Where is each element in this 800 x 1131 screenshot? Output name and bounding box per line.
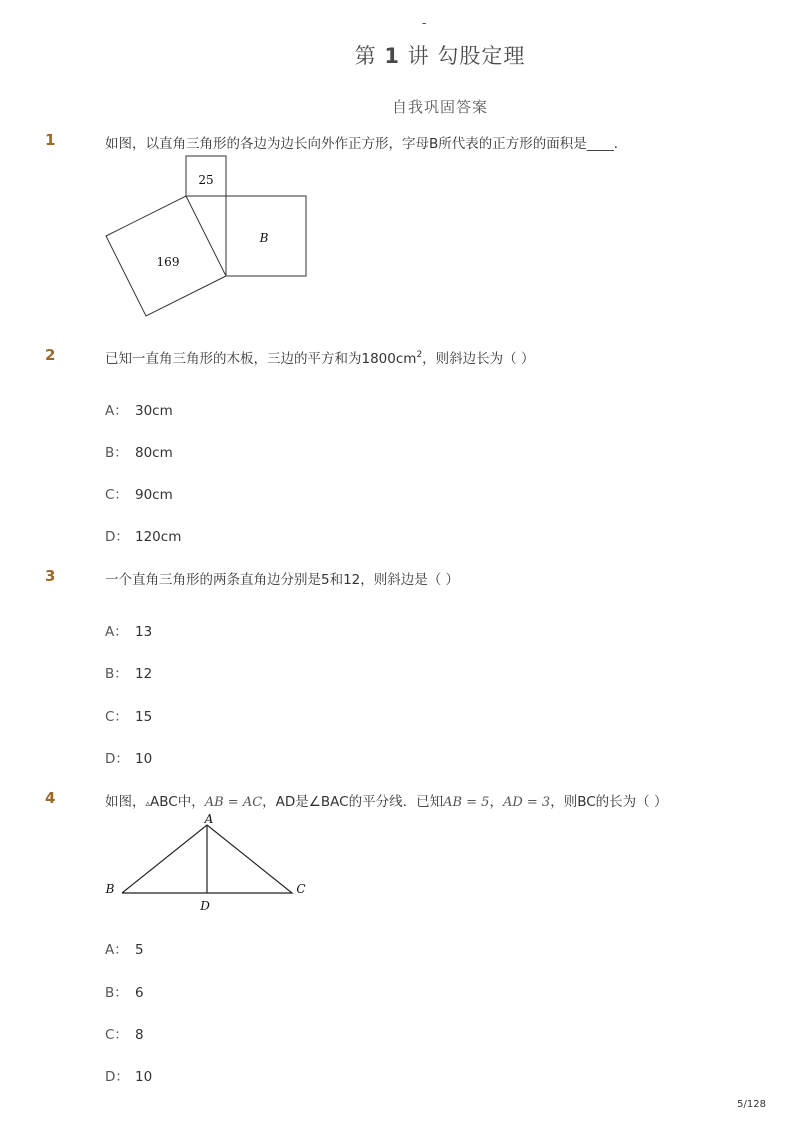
header-dash: - bbox=[422, 16, 427, 30]
q2-option-d[interactable] bbox=[105, 525, 181, 545]
q3-option-c[interactable] bbox=[105, 705, 152, 725]
q4-option-a[interactable] bbox=[105, 938, 144, 958]
option-value: 10 bbox=[135, 1069, 153, 1085]
q2-text-before: 已知一直角三角形的木板，三边的平方和为1800cm bbox=[105, 351, 417, 367]
label-d: D bbox=[200, 899, 210, 913]
q4-option-b[interactable] bbox=[105, 981, 144, 1001]
title-number: 1 bbox=[384, 44, 400, 68]
triangle-symbol: ▵ bbox=[145, 799, 151, 809]
option-value: 12 bbox=[135, 666, 153, 682]
q4-text-4: ， bbox=[489, 794, 503, 810]
question-1-figure bbox=[100, 150, 320, 325]
label-a: A bbox=[204, 812, 214, 826]
q4-math-2: AB = 5 bbox=[443, 795, 490, 810]
option-value: 90cm bbox=[135, 487, 173, 503]
question-4-text bbox=[105, 790, 667, 810]
label-b: B bbox=[105, 882, 115, 896]
page-number: 5/128 bbox=[737, 1099, 766, 1110]
label-large-area: 169 bbox=[156, 255, 180, 269]
question-2-text bbox=[105, 347, 534, 367]
page-subtitle: 自我巩固答案 bbox=[391, 98, 488, 116]
option-label: C： bbox=[105, 487, 128, 503]
q4-math-1: AB = AC bbox=[204, 795, 263, 810]
option-label: B： bbox=[105, 445, 128, 461]
question-2-number: 2 bbox=[45, 346, 56, 364]
question-1-number: 1 bbox=[45, 131, 56, 149]
question-1-text: 如图，以直角三角形的各边为边长向外作正方形，字母B所代表的正方形的面积是____． bbox=[105, 136, 628, 152]
option-label: C： bbox=[105, 709, 128, 725]
option-label: B： bbox=[105, 666, 128, 682]
option-value: 15 bbox=[135, 709, 153, 725]
option-label: B： bbox=[105, 985, 128, 1001]
q2-option-c[interactable] bbox=[105, 483, 173, 503]
option-label: D： bbox=[105, 1069, 129, 1085]
label-small-area: 25 bbox=[198, 173, 214, 187]
question-3-number: 3 bbox=[45, 567, 56, 585]
q2-option-a[interactable] bbox=[105, 399, 173, 419]
option-value: 30cm bbox=[135, 403, 173, 419]
question-3-text: 一个直角三角形的两条直角边分别是5和12，则斜边是（ ） bbox=[105, 572, 460, 588]
page-title bbox=[0, 40, 800, 70]
option-label: D： bbox=[105, 751, 129, 767]
q3-option-a[interactable] bbox=[105, 620, 152, 640]
option-label: A： bbox=[105, 403, 128, 419]
option-value: 10 bbox=[135, 751, 153, 767]
option-value: 8 bbox=[135, 1027, 144, 1043]
q2-text-after: ，则斜边长为（ ） bbox=[422, 351, 535, 367]
option-value: 120cm bbox=[135, 529, 182, 545]
q4-option-d[interactable] bbox=[105, 1065, 152, 1085]
q2-option-b[interactable] bbox=[105, 441, 173, 461]
q4-math-3: AD = 3 bbox=[502, 795, 551, 810]
option-value: 5 bbox=[135, 942, 144, 958]
q4-text-1: 如图， bbox=[105, 794, 146, 810]
option-value: 13 bbox=[135, 624, 153, 640]
title-prefix: 第 bbox=[354, 44, 377, 68]
label-b: B bbox=[259, 231, 269, 245]
q3-option-b[interactable] bbox=[105, 662, 152, 682]
q4-option-c[interactable] bbox=[105, 1023, 144, 1043]
question-4-figure bbox=[100, 810, 315, 915]
q4-text-5: ，则BC的长为（ ） bbox=[550, 794, 668, 810]
option-label: A： bbox=[105, 942, 128, 958]
question-4-number: 4 bbox=[45, 789, 56, 807]
label-c: C bbox=[296, 882, 306, 896]
option-value: 80cm bbox=[135, 445, 173, 461]
option-label: A： bbox=[105, 624, 128, 640]
q2-superscript: 2 bbox=[416, 350, 423, 360]
option-value: 6 bbox=[135, 985, 144, 1001]
q4-text-3: ，AD是∠BAC的平分线．已知 bbox=[262, 794, 444, 810]
q3-option-d[interactable] bbox=[105, 747, 152, 767]
title-suffix: 讲 勾股定理 bbox=[407, 44, 526, 68]
option-label: C： bbox=[105, 1027, 128, 1043]
option-label: D： bbox=[105, 529, 129, 545]
q4-text-2: ABC中， bbox=[150, 794, 205, 810]
